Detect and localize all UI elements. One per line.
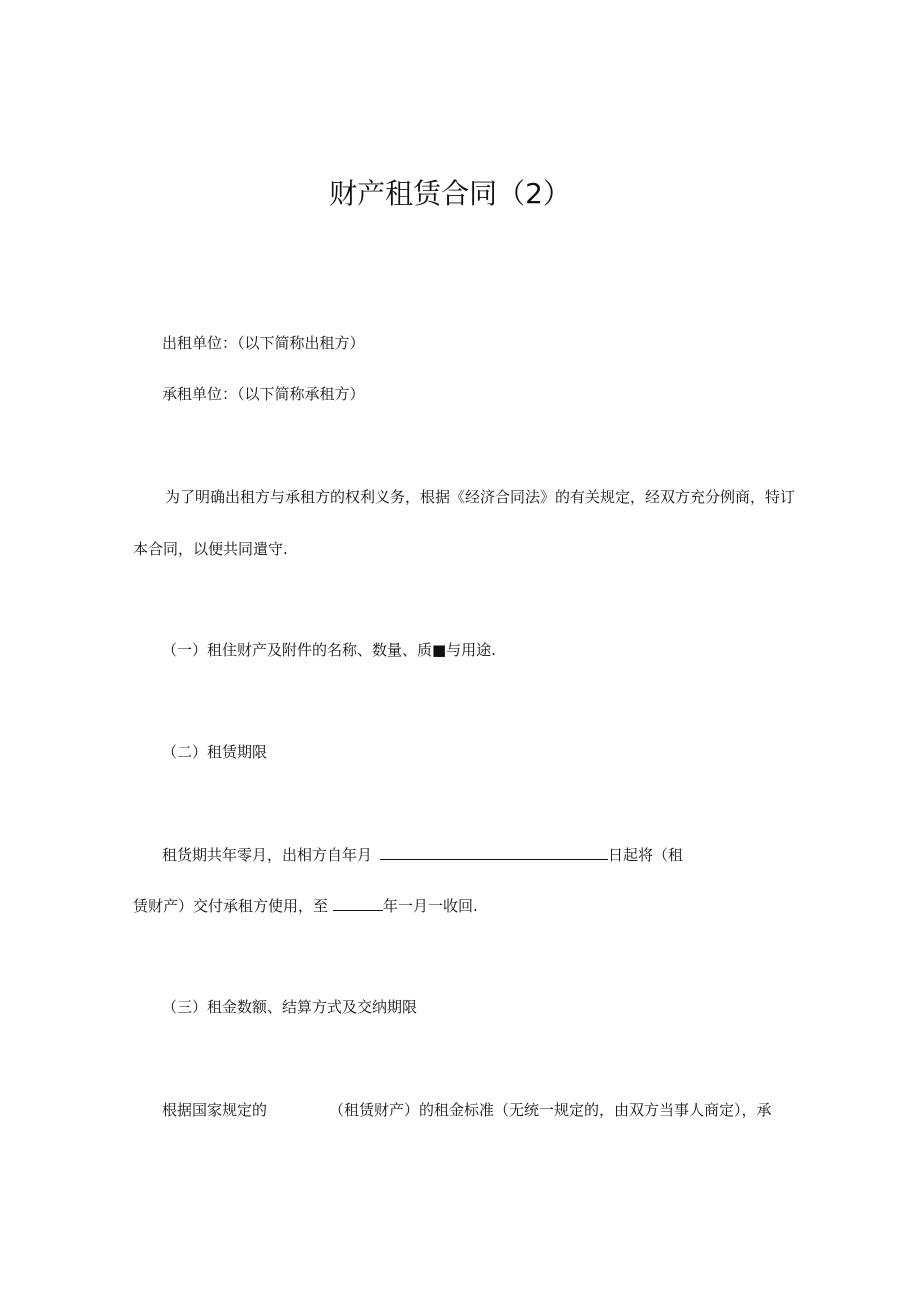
term-line-2-text-b: 年一月一收回.: [383, 897, 478, 915]
rent-line-text-a: 根据国家规定的: [162, 1101, 268, 1119]
section-2-heading: （二）租赁期限: [162, 743, 268, 761]
term-line-1-text-b: 日起将（租: [608, 846, 684, 864]
term-end-year-blank: [333, 896, 383, 911]
section-1-heading: （一）租住财产及附件的名称、数量、质■与用途.: [162, 641, 496, 659]
section-3-heading: （三）租金数额、结算方式及交纳期限: [162, 998, 418, 1016]
lessee-line: 承租单位：（以下简称承租方）: [162, 385, 365, 403]
term-start-date-blank: [380, 845, 608, 860]
term-line-1-text-a: 租货期共年零月，出相方自年月: [162, 846, 373, 864]
term-line-2-text-a: 赁财产）交付承租方使用，至: [133, 897, 329, 915]
intro-paragraph-line-1: 为了明确出租方与承租方的权利义务，根据《经济合同法》的有关规定，经双方充分例商，特订: [165, 488, 796, 506]
rent-line: [162, 1100, 772, 1120]
lessor-line: 出租单位：（以下简称出租方）: [162, 334, 365, 352]
rent-line-text-b: （租赁财产）的租金标准（无统一规定的，由双方当事人商定），承: [329, 1101, 772, 1119]
term-line-2: [133, 896, 478, 916]
intro-paragraph-line-2: 本合同，以便共同遣守.: [133, 540, 288, 558]
term-line-1: [162, 845, 683, 865]
document-title: 财产租赁合同（2）: [329, 177, 571, 210]
